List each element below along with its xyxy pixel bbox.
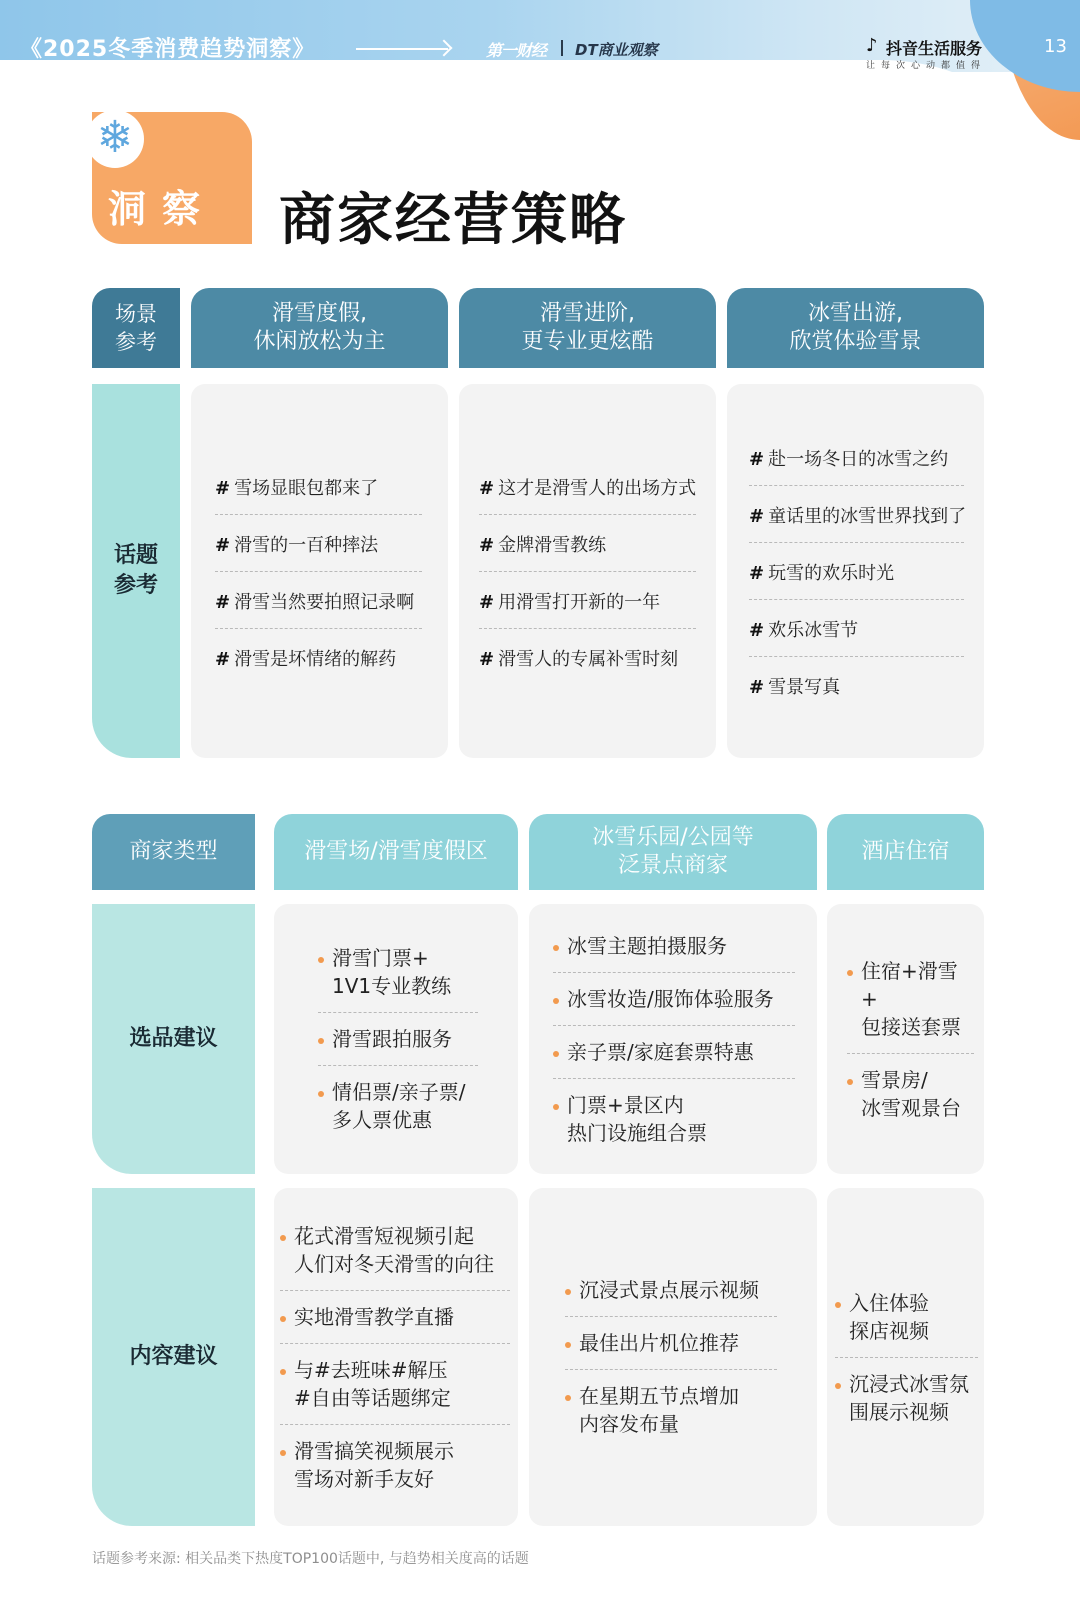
scene-header-line2: 更专业更炫酷	[521, 329, 654, 354]
topic-reference-label	[92, 384, 180, 758]
bullet-line: 沉浸式景点展示视频	[579, 1278, 759, 1302]
bullet-line: 探店视频	[849, 1318, 929, 1343]
hash-icon: #	[749, 677, 765, 698]
page-title: 商家经营策略	[279, 188, 627, 253]
topic-item	[749, 657, 964, 713]
topic-text: 玩雪的欢乐时光	[768, 563, 895, 584]
topic-text: 这才是滑雪人的出场方式	[498, 477, 697, 499]
bullet-line: 实地滑雪教学直播	[294, 1304, 454, 1329]
bullet-line: 包接送套票	[861, 1014, 961, 1039]
suggestion-panel	[529, 1188, 817, 1526]
suggestion-panel	[274, 904, 518, 1174]
douyin-tagline: 让每次心动都值得	[866, 61, 987, 71]
hash-icon: #	[479, 591, 495, 613]
suggestion-panel	[827, 1188, 984, 1526]
bullet-line: 沉浸式冰雪氛	[849, 1371, 969, 1396]
header-curve	[0, 60, 1000, 120]
bullet-line: 滑雪跟拍服务	[332, 1027, 452, 1051]
hash-icon: #	[749, 506, 765, 527]
bullet-item	[847, 1054, 974, 1134]
bullet-item	[553, 1079, 795, 1159]
bullet-line: 情侣票/亲子票/	[332, 1080, 466, 1104]
suggestion-panel	[529, 904, 817, 1174]
scene-column-header	[459, 288, 716, 368]
scene-header-line1: 滑雪度假,	[271, 301, 367, 326]
topic-text: 金牌滑雪教练	[498, 534, 607, 556]
topic-text: 滑雪当然要拍照记录啊	[234, 591, 415, 613]
bullet-line: 冰雪观景台	[861, 1095, 961, 1120]
suggestion-panel	[827, 904, 984, 1174]
topic-reference-line2: 参考	[113, 573, 158, 598]
bullet-line: #自由等话题绑定	[294, 1385, 451, 1410]
arrow-right-icon	[356, 48, 448, 50]
scene-column-header	[727, 288, 984, 368]
bullet-line: 住宿+滑雪+	[861, 958, 958, 1011]
source-footnote: 话题参考来源: 相关品类下热度TOP100话题中, 与趋势相关度高的话题	[92, 1551, 529, 1567]
bullet-line: 雪场对新手友好	[294, 1466, 434, 1491]
topic-panel	[191, 384, 448, 758]
bullet-line: 热门设施组合票	[567, 1120, 707, 1145]
topic-panel	[459, 384, 716, 758]
merchant-column-header	[274, 814, 518, 890]
topic-item	[749, 486, 967, 543]
scene-header-line2: 休闲放松为主	[253, 329, 386, 354]
hash-icon: #	[479, 648, 495, 670]
bullet-line: 1V1专业教练	[332, 974, 452, 998]
bullet-line: 花式滑雪短视频引起	[294, 1223, 474, 1248]
bullet-line: 人们对冬天滑雪的向往	[294, 1251, 494, 1276]
topic-text: 童话里的冰雪世界找到了	[768, 506, 967, 527]
bullet-line: 雪景房/	[861, 1067, 928, 1092]
scene-column-header	[191, 288, 448, 368]
bullet-line: 冰雪妆造/服饰体验服务	[567, 986, 774, 1011]
topic-text: 赴一场冬日的冰雪之约	[768, 449, 949, 470]
topic-text: 雪景写真	[768, 677, 841, 698]
topic-item	[479, 515, 696, 572]
bullet-item	[553, 1026, 795, 1079]
bullet-item	[565, 1370, 777, 1450]
topic-item	[749, 543, 964, 600]
topic-item	[215, 515, 422, 572]
bullet-item	[847, 945, 974, 1054]
bullet-item	[318, 1066, 478, 1146]
scene-reference-header	[92, 288, 180, 368]
dt-logo: DT商业观察	[575, 41, 658, 59]
hash-icon: #	[479, 534, 495, 556]
product-suggestion-label: 选品建议	[92, 904, 255, 1174]
topic-item	[749, 429, 964, 486]
page-number: 13	[1044, 36, 1067, 57]
topic-text: 雪场显眼包都来了	[234, 477, 379, 499]
scene-header-line1: 滑雪进阶,	[539, 301, 635, 326]
logo-divider	[561, 40, 563, 56]
topic-item	[479, 629, 696, 685]
bullet-line: 冰雪主题拍摄服务	[567, 933, 727, 958]
bullet-item	[835, 1358, 978, 1438]
bullet-line: 入住体验	[849, 1290, 929, 1315]
insight-badge-text: 洞察	[108, 187, 217, 231]
merchant-column-header	[827, 814, 984, 890]
merchant-column-header	[529, 814, 817, 890]
topic-text: 滑雪是坏情绪的解药	[234, 648, 397, 670]
topic-item	[479, 572, 696, 629]
scene-reference-line2: 参考	[115, 330, 157, 354]
content-suggestion-label: 内容建议	[92, 1188, 255, 1526]
scene-header-line1: 冰雪出游,	[807, 301, 903, 326]
douyin-logo-title: 抖音生活服务	[886, 39, 983, 58]
bullet-item	[565, 1264, 777, 1317]
bullet-line: 滑雪搞笑视频展示	[294, 1438, 454, 1463]
merchant-header-line1: 酒店住宿	[861, 839, 950, 864]
topic-item	[215, 629, 422, 685]
topic-text: 滑雪的一百种摔法	[234, 534, 379, 556]
hash-icon: #	[749, 563, 765, 584]
hash-icon: #	[215, 648, 231, 670]
hash-icon: #	[215, 534, 231, 556]
topic-item	[215, 458, 422, 515]
topic-text: 滑雪人的专属补雪时刻	[498, 648, 679, 670]
topic-reference-line1: 话题	[113, 543, 158, 568]
bullet-item	[280, 1291, 510, 1344]
yicai-logo: 第一财经	[486, 41, 547, 60]
hash-icon: #	[749, 449, 765, 470]
hash-icon: #	[479, 477, 495, 499]
hash-icon: #	[215, 591, 231, 613]
bullet-line: 围展示视频	[849, 1399, 949, 1424]
bullet-line: 多人票优惠	[332, 1108, 432, 1132]
bullet-item	[565, 1317, 777, 1370]
scene-header-line2: 欣赏体验雪景	[789, 329, 922, 354]
bullet-item	[280, 1425, 510, 1505]
bullet-item	[280, 1344, 510, 1425]
topic-item	[215, 572, 422, 629]
bullet-item	[280, 1210, 510, 1291]
bullet-line: 与#去班味#解压	[294, 1357, 448, 1382]
bullet-line: 门票+景区内	[567, 1092, 684, 1117]
hash-icon: #	[749, 620, 765, 641]
suggestion-panel	[274, 1188, 518, 1526]
hash-icon: #	[215, 477, 231, 499]
bullet-item	[553, 920, 795, 973]
topic-panel	[727, 384, 984, 758]
topic-text: 用滑雪打开新的一年	[498, 591, 661, 613]
topic-text: 欢乐冰雪节	[768, 620, 859, 641]
scene-reference-line1: 场景	[115, 302, 157, 326]
topic-item	[479, 458, 696, 515]
merchant-header-line1: 冰雪乐园/公园等	[592, 825, 754, 850]
topic-item	[749, 600, 964, 657]
merchant-header-line1: 滑雪场/滑雪度假区	[304, 839, 488, 864]
merchant-type-header: 商家类型	[92, 814, 255, 890]
bullet-line: 滑雪门票+	[332, 946, 429, 970]
douyin-note-icon: ♪	[866, 35, 878, 56]
bullet-item	[835, 1277, 978, 1358]
bullet-line: 在星期五节点增加	[579, 1384, 739, 1408]
report-title: 《2025冬季消费趋势洞察》	[20, 37, 316, 62]
bullet-line: 最佳出片机位推荐	[579, 1331, 739, 1355]
bullet-line: 内容发布量	[579, 1412, 679, 1436]
merchant-header-line2: 泛景点商家	[617, 853, 728, 878]
snowflake-icon: ❄	[96, 112, 134, 163]
bullet-item	[553, 973, 795, 1026]
bullet-item	[318, 932, 478, 1013]
bullet-line: 亲子票/家庭套票特惠	[567, 1039, 754, 1064]
bullet-item	[318, 1013, 478, 1066]
